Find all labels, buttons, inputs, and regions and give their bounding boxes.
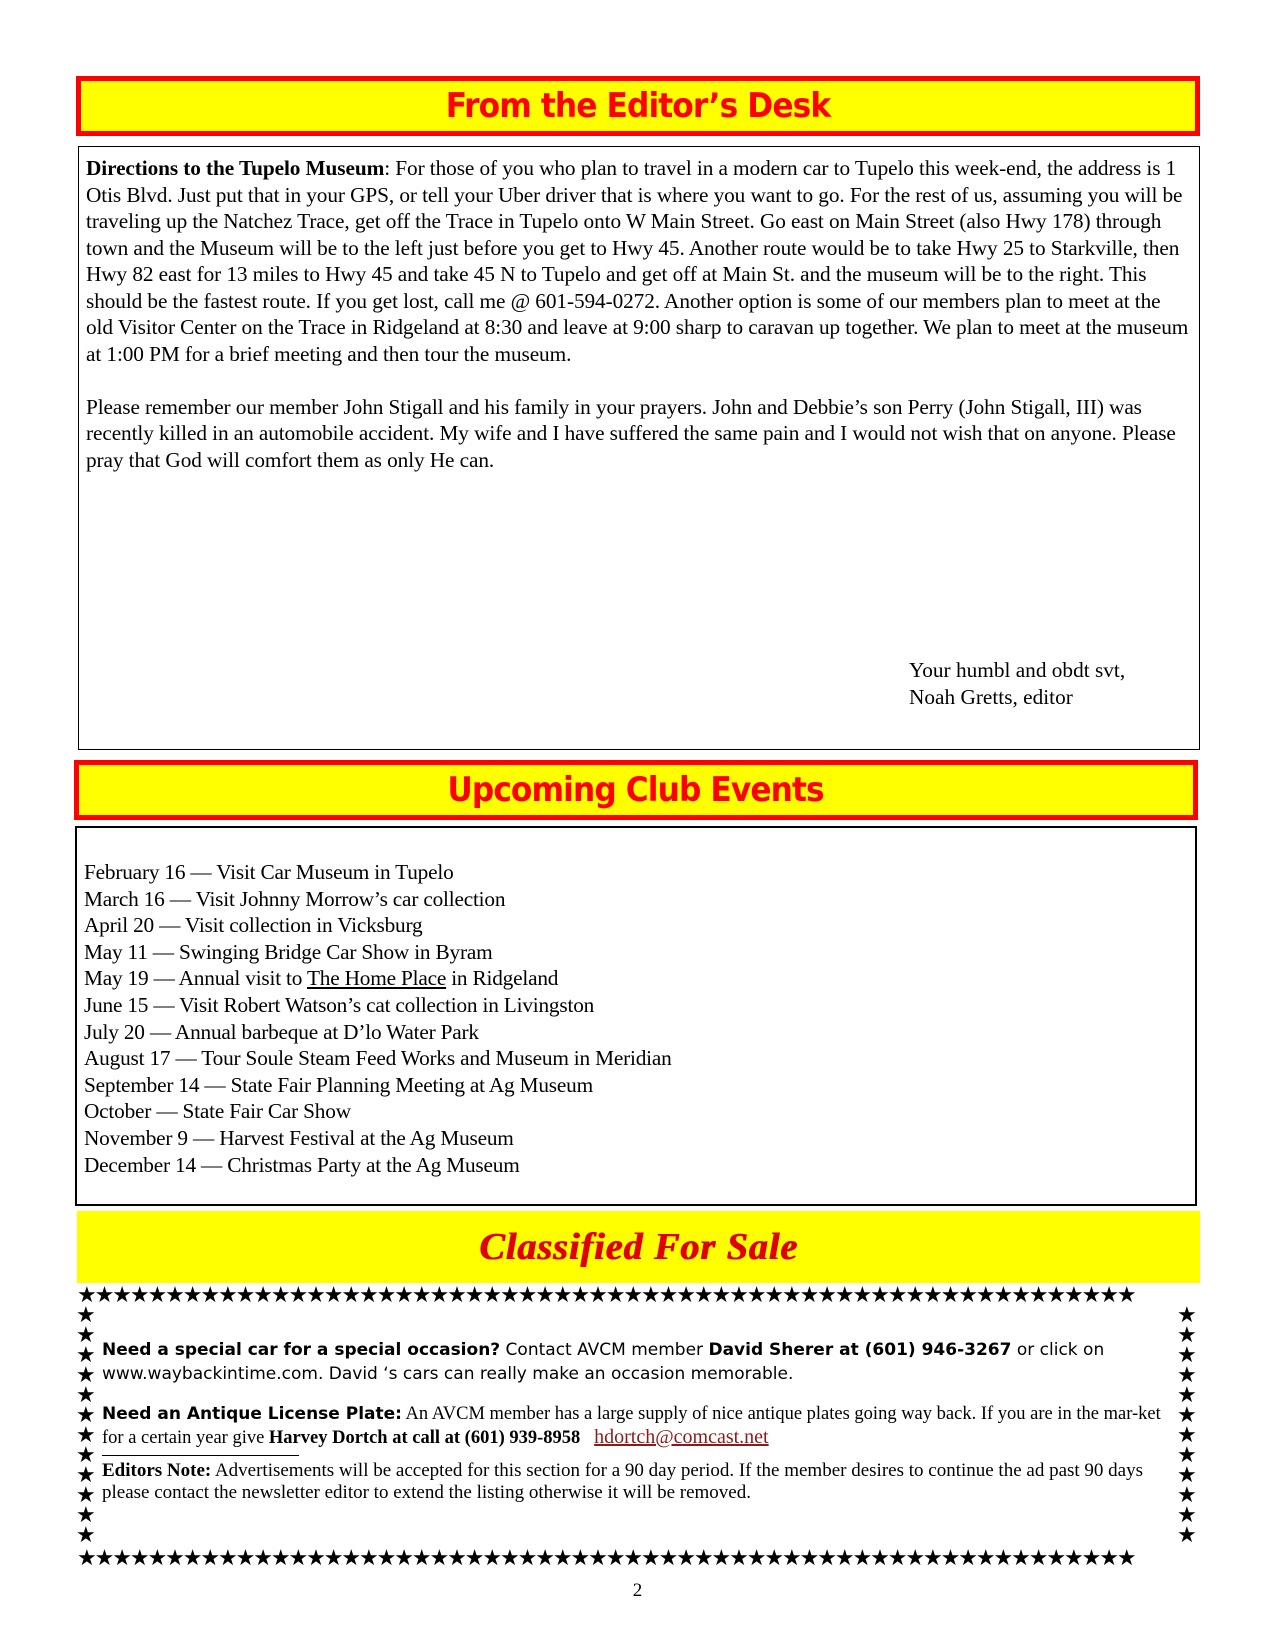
star-icon: ★	[693, 1285, 712, 1307]
email-link[interactable]: hdortch@comcast.net	[594, 1426, 769, 1448]
star-icon: ★	[552, 1285, 571, 1307]
ad-text: An AVCM member has a large supply of nice antique plates going way back. If you are in the mar-ket for a certain year give	[102, 1404, 1161, 1448]
ad-text: or click on	[1011, 1340, 1105, 1360]
events-banner	[74, 760, 1198, 820]
editors-desk-banner	[76, 76, 1200, 136]
star-icon: ★	[782, 1285, 800, 1307]
event-item: October — State Fair Car Show	[84, 1099, 351, 1124]
star-icon: ★	[1099, 1548, 1117, 1570]
star-icon: ★	[77, 1285, 95, 1307]
star-icon: ★	[764, 1548, 782, 1570]
star-icon: ★	[729, 1285, 747, 1307]
david-sherer-contact: David Sherer at (601) 946-3267	[708, 1340, 1012, 1360]
editors-note-heading: Editors Note:	[102, 1460, 212, 1481]
star-icon: ★	[76, 1303, 96, 1328]
star-icon: ★	[588, 1285, 606, 1307]
star-icon: ★	[464, 1285, 483, 1307]
star-icon: ★	[77, 1548, 95, 1570]
star-icon: ★	[76, 1463, 96, 1488]
star-icon: ★	[76, 1443, 96, 1468]
signature-line-2: Noah Gretts, editor	[909, 684, 1073, 709]
star-icon: ★	[359, 1285, 377, 1307]
star-icon: ★	[464, 1548, 483, 1570]
star-icon: ★	[359, 1548, 377, 1570]
star-icon: ★	[94, 1285, 113, 1307]
star-icon: ★	[870, 1548, 888, 1570]
star-icon: ★	[235, 1285, 254, 1307]
star-icon: ★	[94, 1548, 113, 1570]
star-icon: ★	[129, 1285, 148, 1307]
star-icon: ★	[799, 1285, 818, 1307]
star-icon: ★	[1081, 1548, 1100, 1570]
star-icon: ★	[429, 1285, 448, 1307]
event-item: November 9 — Harvest Festival at the Ag Museum	[84, 1125, 514, 1150]
event-item: August 17 — Tour Soule Steam Feed Works and Museum in Meridian	[84, 1046, 672, 1071]
star-icon: ★	[1177, 1323, 1197, 1348]
star-icon: ★	[1177, 1523, 1197, 1548]
events-title: Upcoming Club Events	[447, 770, 825, 810]
star-icon: ★	[764, 1285, 782, 1307]
star-icon: ★	[253, 1285, 271, 1307]
star-icon: ★	[517, 1548, 536, 1570]
star-icon: ★	[658, 1548, 677, 1570]
star-icon: ★	[341, 1548, 359, 1570]
star-icon: ★	[517, 1285, 536, 1307]
star-icon: ★	[129, 1548, 148, 1570]
star-icon: ★	[1177, 1363, 1197, 1388]
star-icon: ★	[641, 1285, 659, 1307]
event-item: December 14 — Christmas Party at the Ag Museum	[84, 1152, 520, 1177]
star-icon: ★	[482, 1285, 500, 1307]
star-icon: ★	[235, 1548, 254, 1570]
star-icon: ★	[76, 1483, 96, 1508]
editors-note	[102, 1460, 1162, 1504]
star-icon: ★	[1177, 1383, 1197, 1408]
star-icon: ★	[1177, 1443, 1197, 1468]
star-icon: ★	[975, 1285, 994, 1307]
star-icon: ★	[905, 1285, 923, 1307]
star-icon: ★	[1064, 1285, 1082, 1307]
star-icon: ★	[905, 1548, 923, 1570]
star-icon: ★	[182, 1548, 201, 1570]
star-icon: ★	[1028, 1285, 1047, 1307]
star-icon: ★	[605, 1548, 624, 1570]
star-icon: ★	[817, 1548, 835, 1570]
star-icon: ★	[817, 1285, 835, 1307]
page-number: 2	[632, 1580, 643, 1601]
harvey-dortch-contact: Harvey Dortch at call at (601) 939-8958	[268, 1428, 581, 1448]
star-icon: ★	[535, 1285, 553, 1307]
star-icon: ★	[323, 1285, 342, 1307]
star-icon: ★	[711, 1285, 730, 1307]
event-item-text: in Ridgeland	[446, 966, 559, 991]
star-icon: ★	[570, 1548, 589, 1570]
star-icon: ★	[552, 1548, 571, 1570]
classified-title: Classified For Sale	[479, 1226, 798, 1268]
star-icon: ★	[270, 1285, 289, 1307]
star-icon: ★	[623, 1285, 641, 1307]
star-icon: ★	[482, 1548, 500, 1570]
star-icon: ★	[975, 1548, 994, 1570]
star-icon: ★	[218, 1285, 236, 1307]
star-icon: ★	[641, 1548, 659, 1570]
star-icon: ★	[1177, 1303, 1197, 1328]
star-icon: ★	[588, 1548, 606, 1570]
star-icon: ★	[76, 1383, 96, 1408]
license-plate-ad	[102, 1402, 1162, 1449]
star-icon: ★	[570, 1285, 589, 1307]
star-icon: ★	[429, 1548, 448, 1570]
star-icon: ★	[165, 1285, 183, 1307]
star-icon: ★	[112, 1548, 130, 1570]
star-icon: ★	[834, 1285, 853, 1307]
star-icon: ★	[200, 1548, 218, 1570]
special-car-ad	[102, 1338, 1162, 1386]
star-icon: ★	[870, 1285, 888, 1307]
star-icon: ★	[76, 1523, 96, 1548]
license-plate-ad-heading: Need an Antique License Plate:	[102, 1404, 402, 1424]
star-icon: ★	[887, 1285, 906, 1307]
star-icon: ★	[676, 1285, 694, 1307]
star-icon: ★	[218, 1548, 236, 1570]
star-icon: ★	[746, 1548, 765, 1570]
events-box	[75, 826, 1197, 1206]
star-icon: ★	[1064, 1548, 1082, 1570]
star-icon: ★	[1177, 1463, 1197, 1488]
star-icon: ★	[323, 1548, 342, 1570]
event-item: September 14 — State Fair Planning Meeting at Ag Museum	[84, 1072, 593, 1097]
star-icon: ★	[1177, 1503, 1197, 1528]
star-icon: ★	[1177, 1343, 1197, 1368]
star-icon: ★	[1011, 1285, 1029, 1307]
star-icon: ★	[923, 1285, 941, 1307]
editors-desk-box	[78, 146, 1200, 750]
star-icon: ★	[411, 1548, 430, 1570]
star-border-top	[77, 1285, 1201, 1307]
star-icon: ★	[76, 1363, 96, 1388]
star-icon: ★	[376, 1285, 395, 1307]
star-icon: ★	[782, 1548, 800, 1570]
star-icon: ★	[623, 1548, 641, 1570]
star-icon: ★	[799, 1548, 818, 1570]
star-icon: ★	[658, 1285, 677, 1307]
star-icon: ★	[182, 1285, 201, 1307]
star-border-left	[76, 1303, 98, 1548]
star-icon: ★	[447, 1285, 465, 1307]
star-icon: ★	[1046, 1548, 1064, 1570]
star-icon: ★	[923, 1548, 941, 1570]
star-icon: ★	[394, 1548, 412, 1570]
star-icon: ★	[1081, 1285, 1100, 1307]
star-icon: ★	[411, 1285, 430, 1307]
star-icon: ★	[200, 1285, 218, 1307]
star-icon: ★	[993, 1548, 1012, 1570]
star-icon: ★	[76, 1503, 96, 1528]
star-border-right	[1177, 1303, 1199, 1548]
star-icon: ★	[147, 1285, 166, 1307]
star-icon: ★	[993, 1285, 1012, 1307]
star-icon: ★	[270, 1548, 289, 1570]
special-car-ad-heading: Need a special car for a special occasion?	[102, 1340, 501, 1360]
star-icon: ★	[288, 1285, 307, 1307]
star-icon: ★	[341, 1285, 359, 1307]
star-icon: ★	[887, 1548, 906, 1570]
star-icon: ★	[76, 1323, 96, 1348]
divider-line	[102, 1455, 299, 1456]
star-icon: ★	[852, 1548, 871, 1570]
star-icon: ★	[447, 1548, 465, 1570]
star-icon: ★	[852, 1285, 871, 1307]
signature-line-1: Your humbl and obdt svt,	[909, 658, 1126, 682]
star-icon: ★	[1028, 1548, 1047, 1570]
star-icon: ★	[76, 1403, 96, 1428]
star-icon: ★	[1177, 1423, 1197, 1448]
classified-content	[102, 1338, 1162, 1504]
star-icon: ★	[147, 1548, 166, 1570]
event-item: March 16 — Visit Johnny Morrow’s car collection	[84, 886, 506, 911]
star-icon: ★	[500, 1285, 518, 1307]
star-icon: ★	[394, 1285, 412, 1307]
star-icon: ★	[306, 1548, 324, 1570]
star-icon: ★	[711, 1548, 730, 1570]
star-icon: ★	[1116, 1285, 1135, 1307]
editor-signature	[909, 657, 1125, 710]
star-icon: ★	[306, 1285, 324, 1307]
classified-banner	[77, 1211, 1200, 1283]
event-item: May 11 — Swinging Bridge Car Show in Byram	[84, 939, 493, 964]
prayer-paragraph: Please remember our member John Stigall and his family in your prayers. John and Debbie’s son Perry (John Stigall, III) was recently killed in an automobile accident. My wife and I have suffered the same pain and I would not wish that on anyone. Please pray that God will comfort them as only He can.	[86, 394, 1176, 472]
star-icon: ★	[940, 1548, 959, 1570]
star-icon: ★	[958, 1285, 976, 1307]
directions-paragraph	[86, 155, 1191, 367]
star-icon: ★	[729, 1548, 747, 1570]
star-icon: ★	[165, 1548, 183, 1570]
star-icon: ★	[605, 1285, 624, 1307]
star-icon: ★	[1177, 1403, 1197, 1428]
editors-note-body: Advertisements will be accepted for this section for a 90 day period. If the member desires to continue the ad past 90 days please contact the newsletter editor to extend the listing otherwise it will be removed.	[102, 1460, 1144, 1503]
star-icon: ★	[112, 1285, 130, 1307]
event-item-text: May 19 — Annual visit to	[84, 966, 307, 991]
star-icon: ★	[1011, 1548, 1029, 1570]
star-icon: ★	[958, 1548, 976, 1570]
editors-desk-title: From the Editor’s Desk	[445, 86, 831, 126]
event-item: July 20 — Annual barbeque at D’lo Water Park	[84, 1019, 479, 1044]
star-icon: ★	[76, 1343, 96, 1368]
wayback-website-text: www.waybackintime.com. David ‘s cars can really make an occasion memorable.	[102, 1364, 794, 1384]
star-icon: ★	[1046, 1285, 1064, 1307]
star-icon: ★	[834, 1548, 853, 1570]
star-icon: ★	[1099, 1285, 1117, 1307]
star-icon: ★	[376, 1548, 395, 1570]
home-place-link[interactable]: The Home Place	[306, 966, 447, 991]
star-icon: ★	[253, 1548, 271, 1570]
ad-text: Contact AVCM member	[500, 1340, 709, 1360]
star-icon: ★	[1177, 1483, 1197, 1508]
directions-heading: Directions to the Tupelo Museum	[86, 156, 385, 180]
star-icon: ★	[288, 1548, 307, 1570]
event-item	[84, 965, 1189, 992]
star-border-bottom	[77, 1548, 1201, 1570]
star-icon: ★	[76, 1423, 96, 1448]
star-icon: ★	[746, 1285, 765, 1307]
star-icon: ★	[693, 1548, 712, 1570]
star-icon: ★	[535, 1548, 553, 1570]
star-icon: ★	[940, 1285, 959, 1307]
event-item: February 16 — Visit Car Museum in Tupelo	[84, 860, 454, 884]
star-icon: ★	[676, 1548, 694, 1570]
star-icon: ★	[1116, 1548, 1135, 1570]
event-item: April 20 — Visit collection in Vicksburg	[84, 913, 423, 938]
event-item: June 15 — Visit Robert Watson’s cat collection in Livingston	[84, 992, 595, 1017]
star-icon: ★	[500, 1548, 518, 1570]
directions-body: : For those of you who plan to travel in a modern car to Tupelo this week-end, the address is 1 Otis Blvd. Just put that in your GPS, or tell your Uber driver that is where you want to go. For the rest of us, assuming you will be traveling up the Natchez Trace, get off the Trace in Tupelo onto W Main Street. Go east on Main Street (also Hwy 178) through town and the Museum will be to the left just before you get to Hwy 45. Another route would be to take Hwy 25 to Starkville, then Hwy 82 east for 13 miles to Hwy 45 and take 45 N to Tupelo and get off at Main St. and the museum will be to the right. This should be the fastest route. If you get lost, call me @ 601-594-0272. Another option is some of our members plan to meet at the old Visitor Center on the Trace in Ridgeland at 8:30 and leave at 9:00 sharp to caravan up together. We plan to meet at the museum at 1:00 PM for a brief meeting and then tour the museum.	[86, 156, 1189, 366]
